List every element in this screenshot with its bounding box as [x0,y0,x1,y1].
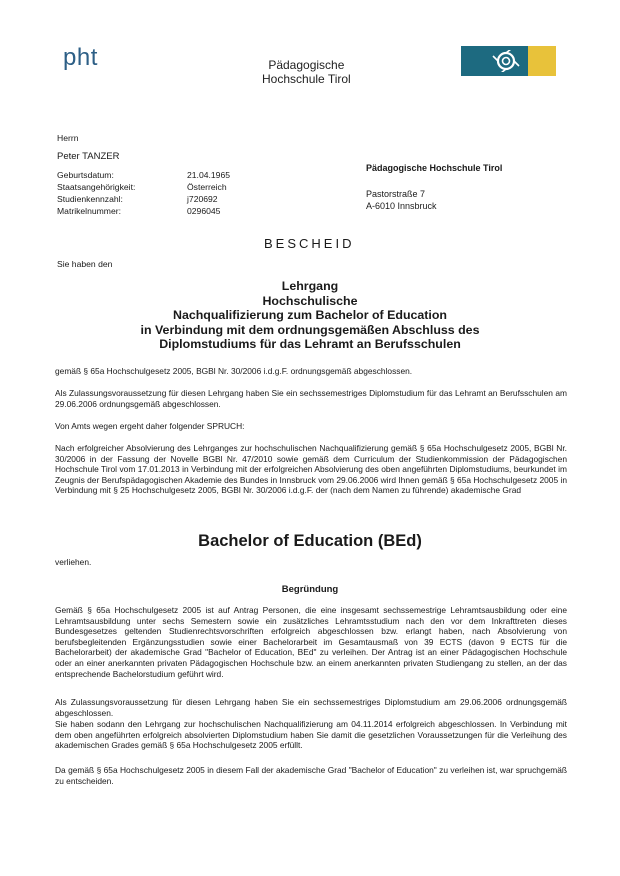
program-title-line: Diplomstudiums für das Lehramt an Berufsschulen [159,337,461,351]
emblem-logo [461,46,556,76]
conferred-text: verliehen. [55,557,92,567]
emblem-accent-band [528,46,556,76]
institution-address-name: Pädagogische Hochschule Tirol [366,163,503,173]
spruch-paragraph: Nach erfolgreicher Absolvierung des Lehrganges zur hochschulischen Nachqualifizierung gemäß § 65a Hochschulgesetz 2005, BGBl Nr. 30/2006 in der Fassung der Novelle BGBl Nr. 47/2010 sowie gemäß dem Curriculum der Studienkommission der Pädagogischen Hochschule Tirol vom 17.01.2013 in Verbindung mit der erfolgreichen Absolvierung des oben angeführten Diplomstudiums, beurkundet im Zeugnis der Berufspädagogischen Akademie des Bundes in Innsbruck vom 29.06.2006 wird Ihnen gemäß § 65a Hochschulgesetz 2005 in Verbindung mit § 25 Hochschulgesetz 2005, BGBl Nr. 30/2006 i.d.g.F. der (nach dem Namen zu führende) akademische Grad [55,443,567,496]
legal-basis: gemäß § 65a Hochschulgesetz 2005, BGBl Nr. 30/2006 i.d.g.F. ordnungsgemäß abgeschlossen. [55,366,413,376]
field-row [57,194,230,206]
field-value: 0296045 [187,206,221,216]
institution-header [262,58,351,86]
knot-emblem-icon [489,50,523,72]
field-row [57,182,230,194]
field-label: Staatsangehörigkeit: [57,182,136,192]
institution-header-line2: Hochschule Tirol [262,72,351,86]
institution-address [366,162,502,212]
spruch-intro: Von Amts wegen ergeht daher folgender SPRUCH: [55,421,245,431]
begruendung-paragraph: Gemäß § 65a Hochschulgesetz 2005 ist auf Antrag Personen, die eine insgesamt sechssemestrige Lehramtsausbildung oder eine Lehramtsausbildung unter sechs Semestern sowie ein zusätzliches Lehramtsstudium nach den vor dem Inkrafttreten dieses Bundesgesetzes geltenden Studienrechtsvorschriften erfolgreich abgeschlossen bzw. erlangt haben, nach Absolvierung von berufsbegleitenden Ergänzungsstudien sowie einer Bachelorarbeit im Gesamtausmaß von 39 ECTS (davon 9 ECTS für die Bachelorarbeit) der akademische Grad "Bachelor of Education, BEd" zu verleihen. Der Antrag ist an einer Pädagogischen Hochschule oder an einer anerkannten privaten Pädagogischen Hochschule bzw. an einem anerkannten privaten Studiengang zu stellen, an der das entsprechende Bachelorstudium geführt wird. [55,605,567,679]
field-label: Geburtsdatum: [57,170,114,180]
admission-paragraph: Als Zulassungsvoraussetzung für diesen Lehrgang haben Sie ein sechssemestriges Diplomstudium für das Lehramt an Berufsschulen am 29.06.2006 ordnungsgemäß abgeschlossen. [55,388,567,409]
field-value: j720692 [187,194,218,204]
begruendung-paragraph: Da gemäß § 65a Hochschulgesetz 2005 in diesem Fall der akademische Grad "Bachelor of Education" zu verleihen ist, war spruchgemäß zu entscheiden. [55,765,567,786]
addressee-name: Peter TANZER [57,151,120,162]
field-row [57,206,230,218]
field-label: Studienkennzahl: [57,194,123,204]
program-title-line: Lehrgang [281,279,339,293]
program-title-line: in Verbindung mit dem ordnungsgemäßen Abschluss des [140,322,480,337]
institution-address-street: Pastorstraße 7 [366,189,426,199]
field-label: Matrikelnummer: [57,206,121,216]
addressee-salutation: Herrn [57,133,79,143]
field-value: 21.04.1965 [187,170,231,180]
document-heading: BESCHEID [264,236,355,251]
begruendung-paragraph: Als Zulassungsvoraussetzung für diesen Lehrgang haben Sie ein sechssemestriges Diplomstudium am 29.06.2006 ordnungsgemäß abgeschlossen. [55,697,567,718]
program-title-line: Nachqualifizierung zum Bachelor of Education [173,308,447,322]
program-title [60,279,560,352]
degree-title: Bachelor of Education (BEd) [198,532,422,550]
field-row [57,170,230,182]
institution-header-line1: Pädagogische [268,58,345,72]
intro-text: Sie haben den [57,259,113,269]
personal-data-fields [57,170,230,218]
institution-address-city: A-6010 Innsbruck [366,201,437,211]
begruendung-heading: Begründung [281,584,339,595]
institution-logo: pht [63,44,98,71]
program-title-line: Hochschulische [262,293,358,308]
field-value: Österreich [187,182,227,192]
begruendung-paragraph: Sie haben sodann den Lehrgang zur hochschulischen Nachqualifizierung am 04.11.2014 erfolgreich abgeschlossen. In Verbindung mit dem oben angeführten erfolgreich absolvierten Diplomstudium haben Sie damit die gesetzlichen Voraussetzungen für die Verleihung des akademischen Grades gemäß § 65a Hochschulgesetz 2005 erfüllt. [55,719,567,751]
